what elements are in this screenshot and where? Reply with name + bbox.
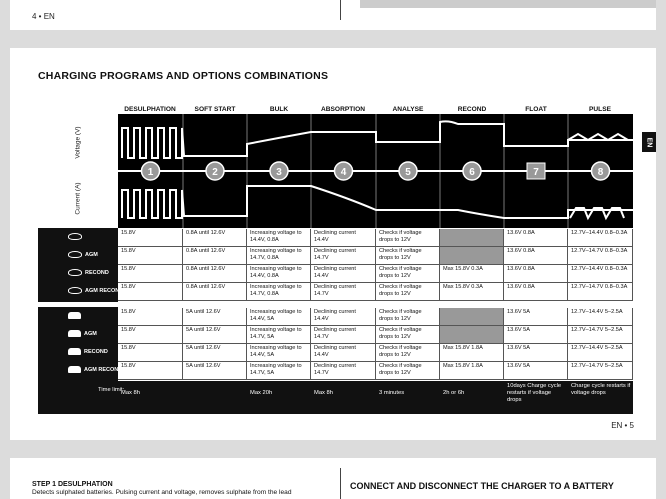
table-cell: 15.8V bbox=[118, 344, 183, 362]
mode-label: RECOND bbox=[85, 269, 109, 276]
table-cell: 15.8V bbox=[118, 229, 183, 247]
table-cell bbox=[440, 229, 504, 247]
time-limit-value: Charge cycle restarts if voltage drops bbox=[571, 383, 631, 396]
page-number-right: EN • 5 bbox=[611, 421, 634, 430]
time-limit-value: 3 minutes bbox=[379, 390, 405, 396]
table-cell: 12.7V–14.4V 0.8–0.3A bbox=[568, 229, 633, 247]
car-icon bbox=[68, 312, 81, 319]
table-cell: 15.8V bbox=[118, 326, 183, 344]
motorcycle-program-table bbox=[38, 228, 633, 302]
table-cell: 12.7V–14.4V 5–2.5A bbox=[568, 308, 633, 326]
table-cell: 5A until 12.6V bbox=[183, 326, 247, 344]
table-cell: 12.7V–14.7V 5–2.5A bbox=[568, 362, 633, 380]
phase-header-float: FLOAT bbox=[525, 106, 547, 113]
table-cell: Increasing voltage to 14.4V, 0.8A bbox=[247, 229, 311, 247]
phase-header-analyse: ANALYSE bbox=[392, 106, 424, 113]
phase-number-8: 8 bbox=[597, 167, 604, 178]
phase-number-4: 4 bbox=[340, 167, 347, 178]
mode-label: RECOND bbox=[84, 348, 108, 355]
table-cell: 12.7V–14.4V 0.8–0.3A bbox=[568, 265, 633, 283]
table-fragment bbox=[360, 0, 656, 8]
table-cell: Checks if voltage drops to 12V bbox=[376, 344, 440, 362]
car-icon bbox=[68, 348, 81, 355]
column-divider bbox=[340, 468, 341, 499]
motorcycle-icon bbox=[68, 233, 82, 240]
table-cell: 0.8A until 12.6V bbox=[183, 247, 247, 265]
table-row bbox=[118, 344, 633, 362]
step-title: STEP 1 DESULPHATION bbox=[32, 481, 113, 488]
table-cell: 15.8V bbox=[118, 265, 183, 283]
charging-curve-graph bbox=[118, 114, 633, 228]
table-cell: Increasing voltage to 14.7V, 5A bbox=[247, 362, 311, 380]
table-row bbox=[118, 326, 633, 344]
mode-label: AGM bbox=[84, 330, 97, 337]
phase-header-pulse: PULSE bbox=[589, 106, 611, 113]
phase-number-2: 2 bbox=[212, 167, 218, 178]
table-cell: Increasing voltage to 14.4V, 5A bbox=[247, 308, 311, 326]
phase-number-1: 1 bbox=[147, 167, 154, 178]
table-cell: Checks if voltage drops to 12V bbox=[376, 362, 440, 380]
table-cell: Increasing voltage to 14.4V, 0.8A bbox=[247, 265, 311, 283]
phase-header-recond: RECOND bbox=[457, 106, 487, 113]
table-cell: 13.6V 0.8A bbox=[504, 247, 568, 265]
charging-curve-svg bbox=[118, 114, 633, 228]
table-cell: 15.8V bbox=[118, 308, 183, 326]
manual-page bbox=[10, 48, 656, 440]
table-cell: 13.6V 5A bbox=[504, 308, 568, 326]
phase-number-5: 5 bbox=[405, 167, 411, 178]
table-row bbox=[118, 283, 633, 301]
table-cell: Max 15.8V 1.8A bbox=[440, 344, 504, 362]
table-cell bbox=[440, 326, 504, 344]
table-cell: Max 15.8V 0.3A bbox=[440, 265, 504, 283]
table-cell: 15.8V bbox=[118, 247, 183, 265]
table-cell: 5A until 12.6V bbox=[183, 362, 247, 380]
time-limit-value: 2h or 6h bbox=[443, 390, 465, 396]
section-heading: CONNECT AND DISCONNECT THE CHARGER TO A BATTERY bbox=[350, 481, 614, 491]
phase-number-3: 3 bbox=[276, 167, 282, 178]
motorcycle-icon bbox=[68, 269, 82, 276]
table-cell: Increasing voltage to 14.7V, 0.8A bbox=[247, 247, 311, 265]
table-cell: 0.8A until 12.6V bbox=[183, 265, 247, 283]
table-cell: 13.6V 0.8A bbox=[504, 265, 568, 283]
table-cell: Max 15.8V 0.3A bbox=[440, 283, 504, 301]
table-cell: 15.8V bbox=[118, 362, 183, 380]
table-cell: 0.8A until 12.6V bbox=[183, 283, 247, 301]
car-icon bbox=[68, 330, 81, 337]
table-cell: 13.6V 0.8A bbox=[504, 229, 568, 247]
table-cell: 12.7V–14.4V 5–2.5A bbox=[568, 344, 633, 362]
table-cell: 13.6V 5A bbox=[504, 326, 568, 344]
table-cell: Checks if voltage drops to 12V bbox=[376, 283, 440, 301]
table-cell bbox=[440, 247, 504, 265]
table-cell: Checks if voltage drops to 12V bbox=[376, 247, 440, 265]
table-cell: 13.6V 5A bbox=[504, 344, 568, 362]
voltage-axis-label: Voltage (V) bbox=[74, 126, 82, 159]
next-page-fragment bbox=[10, 458, 656, 499]
table-cell: Increasing voltage to 14.7V, 0.8A bbox=[247, 283, 311, 301]
table-cell: 5A until 12.6V bbox=[183, 308, 247, 326]
table-cell: Declining current 14.7V bbox=[311, 326, 376, 344]
car-icon bbox=[68, 366, 122, 373]
table-cell: Declining current 14.4V bbox=[311, 265, 376, 283]
previous-page-fragment bbox=[10, 0, 656, 30]
table-row bbox=[118, 308, 633, 326]
car-icon bbox=[68, 312, 81, 319]
table-cell bbox=[440, 308, 504, 326]
car-icon bbox=[68, 330, 97, 337]
table-cell: Declining current 14.7V bbox=[311, 283, 376, 301]
table-row bbox=[118, 265, 633, 283]
table-cell: Declining current 14.4V bbox=[311, 308, 376, 326]
motorcycle-icon bbox=[68, 287, 82, 294]
car-icon bbox=[68, 348, 108, 355]
voltage-curve bbox=[122, 121, 633, 158]
motorcycle-icon bbox=[68, 251, 82, 258]
current-curve bbox=[122, 186, 633, 218]
table-cell: Increasing voltage to 14.7V, 5A bbox=[247, 326, 311, 344]
language-tab: EN bbox=[642, 132, 656, 152]
table-row bbox=[118, 362, 633, 380]
phase-number-7: 7 bbox=[533, 167, 539, 178]
table-cell: Checks if voltage drops to 12V bbox=[376, 308, 440, 326]
table-cell: Increasing voltage to 14.4V, 5A bbox=[247, 344, 311, 362]
car-icon bbox=[68, 366, 81, 373]
table-cell: Checks if voltage drops to 12V bbox=[376, 265, 440, 283]
table-row bbox=[118, 229, 633, 247]
phase-header-absorption: ABSORPTION bbox=[321, 106, 365, 113]
car-icon-column bbox=[38, 307, 123, 381]
phase-header-bulk: BULK bbox=[269, 106, 289, 113]
time-limit-value: Max 8h bbox=[121, 390, 141, 396]
table-cell: Max 15.8V 1.8A bbox=[440, 362, 504, 380]
time-limit-value: Max 20h bbox=[250, 390, 273, 396]
mode-label: AGM RECOND bbox=[85, 287, 124, 294]
page-number-left: 4 • EN bbox=[32, 12, 55, 21]
mode-label: AGM RECOND bbox=[84, 366, 123, 373]
phase-number-6: 6 bbox=[469, 167, 475, 178]
table-cell: Declining current 14.4V bbox=[311, 344, 376, 362]
current-axis-label: Current (A) bbox=[74, 182, 82, 215]
mode-label: AGM bbox=[85, 251, 98, 258]
column-divider bbox=[340, 0, 341, 20]
phase-header-desulphation: DESULPHATION bbox=[124, 106, 176, 113]
motorcycle-icon bbox=[68, 251, 98, 258]
phase-header-soft-start: SOFT START bbox=[194, 106, 236, 113]
table-cell: 12.7V–14.7V 0.8–0.3A bbox=[568, 247, 633, 265]
table-row bbox=[118, 247, 633, 265]
table-cell: 12.7V–14.7V 0.8–0.3A bbox=[568, 283, 633, 301]
page-title: CHARGING PROGRAMS AND OPTIONS COMBINATIONS bbox=[38, 70, 329, 82]
table-cell: Declining current 14.7V bbox=[311, 247, 376, 265]
table-cell: 13.6V 5A bbox=[504, 362, 568, 380]
car-program-table bbox=[38, 307, 633, 381]
table-cell: Checks if voltage drops to 12V bbox=[376, 229, 440, 247]
motorcycle-icon-column bbox=[38, 228, 124, 302]
table-cell: 15.8V bbox=[118, 283, 183, 301]
table-cell: 13.6V 0.8A bbox=[504, 283, 568, 301]
step-description: Detects sulphated batteries. Pulsing current and voltage, removes sulphate from the lead bbox=[32, 489, 292, 496]
motorcycle-icon bbox=[68, 287, 123, 294]
motorcycle-icon bbox=[68, 269, 109, 276]
time-limit-value: Max 8h bbox=[314, 390, 334, 396]
table-cell: Declining current 14.7V bbox=[311, 362, 376, 380]
table-cell: 5A until 12.6V bbox=[183, 344, 247, 362]
table-cell: 12.7V–14.7V 5–2.5A bbox=[568, 326, 633, 344]
motorcycle-icon bbox=[68, 233, 82, 240]
time-limit-bar bbox=[38, 381, 633, 414]
time-limit-label: Time limit: bbox=[98, 387, 125, 393]
table-cell: Checks if voltage drops to 12V bbox=[376, 326, 440, 344]
table-cell: Declining current 14.4V bbox=[311, 229, 376, 247]
time-limit-value: 10days Charge cycle restarts if voltage drops bbox=[507, 383, 562, 403]
table-cell: 0.8A until 12.6V bbox=[183, 229, 247, 247]
